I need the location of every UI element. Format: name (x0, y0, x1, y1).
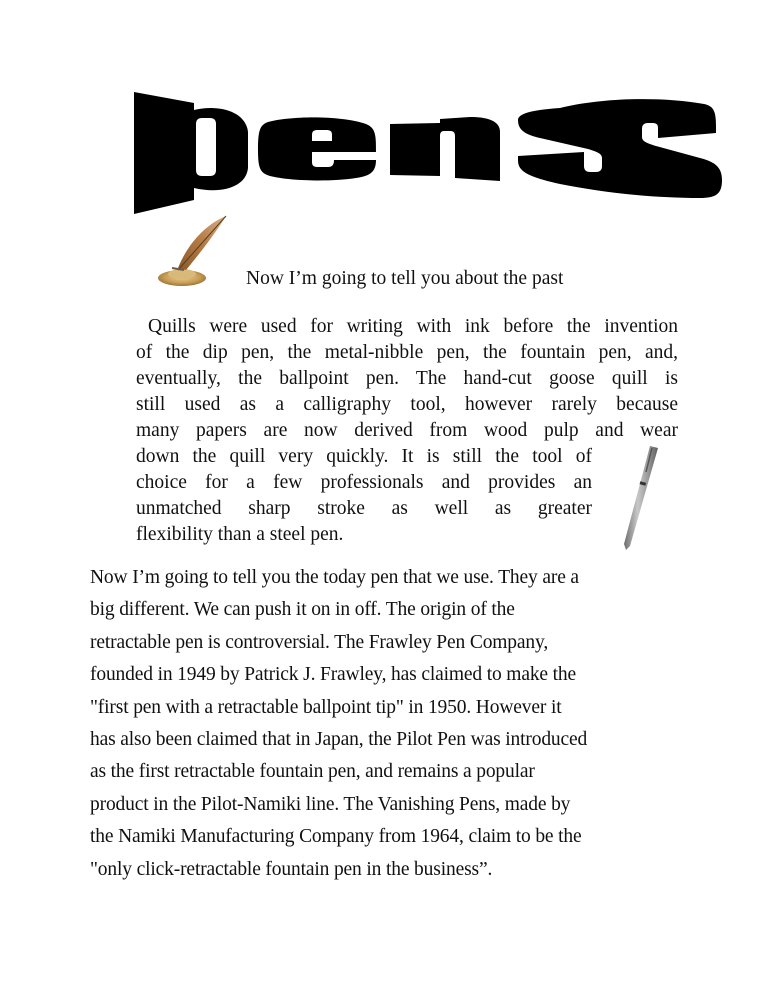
paragraph-line: the Namiki Manufacturing Company from 1964, claim to be the (90, 826, 582, 848)
section-heading-past: Now I’m going to tell you about the past (246, 268, 564, 289)
paragraph-quills (136, 314, 678, 548)
paragraph-line: "first pen with a retractable ballpoint tip" in 1950. However it (90, 696, 562, 718)
paragraph-line: Now I’m going to tell you the today pen that we use. They are a (90, 567, 579, 588)
paragraph-line: big different. We can push it on in off. The origin of the (90, 599, 515, 621)
paragraph-line: down the quill very quickly. It is still the tool of (136, 446, 592, 467)
paragraph-line: still used as a calligraphy tool, however rarely because (136, 394, 678, 415)
paragraph-retractable-pens (90, 562, 690, 886)
wordart-letter-n (390, 117, 500, 181)
quill-inkwell-image (150, 212, 240, 290)
paragraph-line: as the first retractable fountain pen, and remains a popular (90, 761, 535, 783)
paragraph-line: product in the Pilot-Namiki line. The Vanishing Pens, made by (90, 793, 571, 815)
paragraph-line: founded in 1949 by Patrick J. Frawley, has claimed to make the (90, 664, 577, 686)
paragraph-line: unmatched sharp stroke as well as greater (136, 498, 592, 519)
wordart-title-pens (0, 0, 768, 240)
paragraph-line: flexibility than a steel pen. (136, 524, 344, 545)
paragraph-line: "only click-retractable fountain pen in the business”. (90, 858, 493, 880)
paragraph-line: of the dip pen, the metal-nibble pen, the fountain pen, and, (136, 342, 678, 363)
wordart-letter-e (258, 117, 376, 180)
wordart-letter-s (518, 99, 722, 198)
paragraph-line: retractable pen is controversial. The Frawley Pen Company, (90, 631, 549, 653)
paragraph-line: has also been claimed that in Japan, the Pilot Pen was introduced (90, 728, 588, 750)
wordart-letter-p (134, 92, 248, 214)
paragraph-line: choice for a few professionals and provides an (136, 472, 592, 493)
paragraph-line: Quills were used for writing with ink before the invention (148, 316, 678, 337)
paragraph-line: many papers are now derived from wood pulp and wear (136, 420, 678, 441)
paragraph-line: eventually, the ballpoint pen. The hand-cut goose quill is (136, 368, 678, 389)
